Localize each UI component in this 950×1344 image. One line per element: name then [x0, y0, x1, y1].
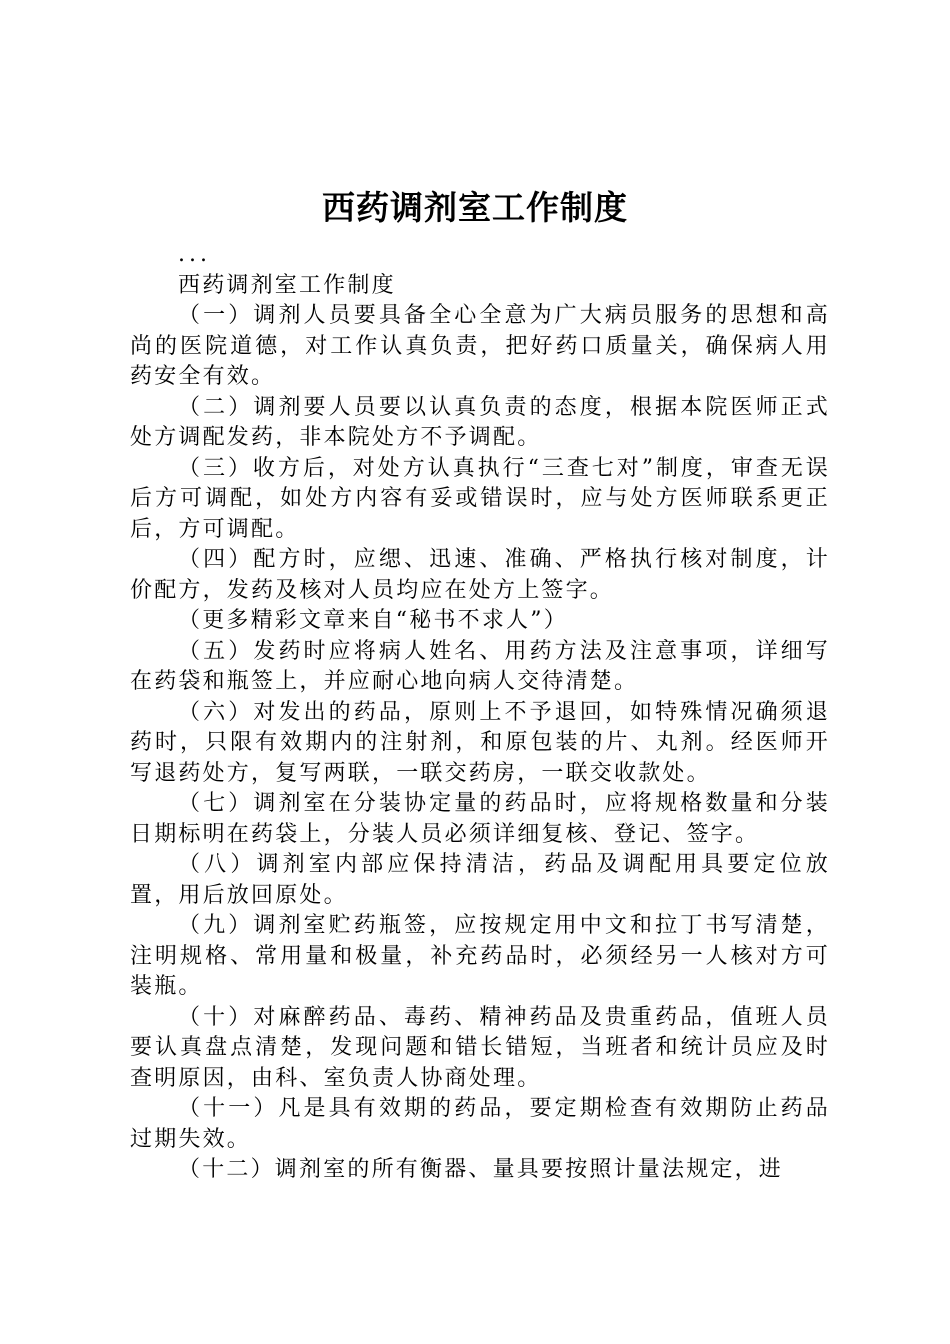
paragraph: （三）收方后，对处方认真执行“三查七对”制度，审查无误后方可调配，如处方内容有妥或错误时，应与处方医师联系更正后，方可调配。 — [130, 455, 830, 542]
ellipsis-line: ... — [178, 242, 211, 267]
section-heading: 西药调剂室工作制度 — [178, 272, 396, 298]
paragraph: （六）对发出的药品，原则上不予退回，如特殊情况确须退药时，只限有效期内的注射剂，和原包装的片、丸剂。经医师开写退药处方，复写两联，一联交药房，一联交收款处。 — [130, 699, 830, 786]
document-body — [130, 240, 830, 1186]
paragraph: （四）配方时，应缌、迅速、准确、严格执行核对制度，计价配方，发药及核对人员均应在处方上签字。 — [130, 547, 830, 603]
paragraph: （二）调剂要人员要以认真负责的态度，根据本院医师正式处方调配发药，非本院处方不予调配。 — [130, 394, 830, 450]
paragraph: （五）发药时应将病人姓名、用药方法及注意事项，详细写在药袋和瓶签上，并应耐心地向病人交待清楚。 — [130, 638, 830, 694]
paragraph: （十二）调剂室的所有衡器、量具要按照计量法规定，进 — [178, 1157, 784, 1182]
paragraph: （一）调剂人员要具备全心全意为广大病员服务的思想和高尚的医院道德，对工作认真负责，把好药口质量关，确保病人用药安全有效。 — [130, 303, 830, 389]
paragraph: （九）调剂室贮药瓶签，应按规定用中文和拉丁书写清楚，注明规格、常用量和极量，补充药品时，必须经另一人核对方可装瓶。 — [130, 913, 830, 999]
document-title: 西药调剂室工作制度 — [322, 188, 628, 227]
paragraph: （十一）凡是具有效期的药品，要定期检查有效期防止药品过期失效。 — [130, 1096, 830, 1152]
source-note: （更多精彩文章来自“秘书不求人”） — [178, 608, 568, 633]
paragraph: （八）调剂室内部应保持清洁，药品及调配用具要定位放置，用后放回原处。 — [130, 852, 830, 908]
paragraph: （十）对麻醉药品、毒药、精神药品及贵重药品，值班人员要认真盘点清楚，发现问题和错长错短，当班者和统计员应及时查明原因，由科、室负责人协商处理。 — [130, 1004, 830, 1091]
paragraph: （七）调剂室在分装协定量的药品时，应将规格数量和分装日期标明在药袋上，分装人员必须详细复核、登记、签字。 — [130, 791, 830, 847]
